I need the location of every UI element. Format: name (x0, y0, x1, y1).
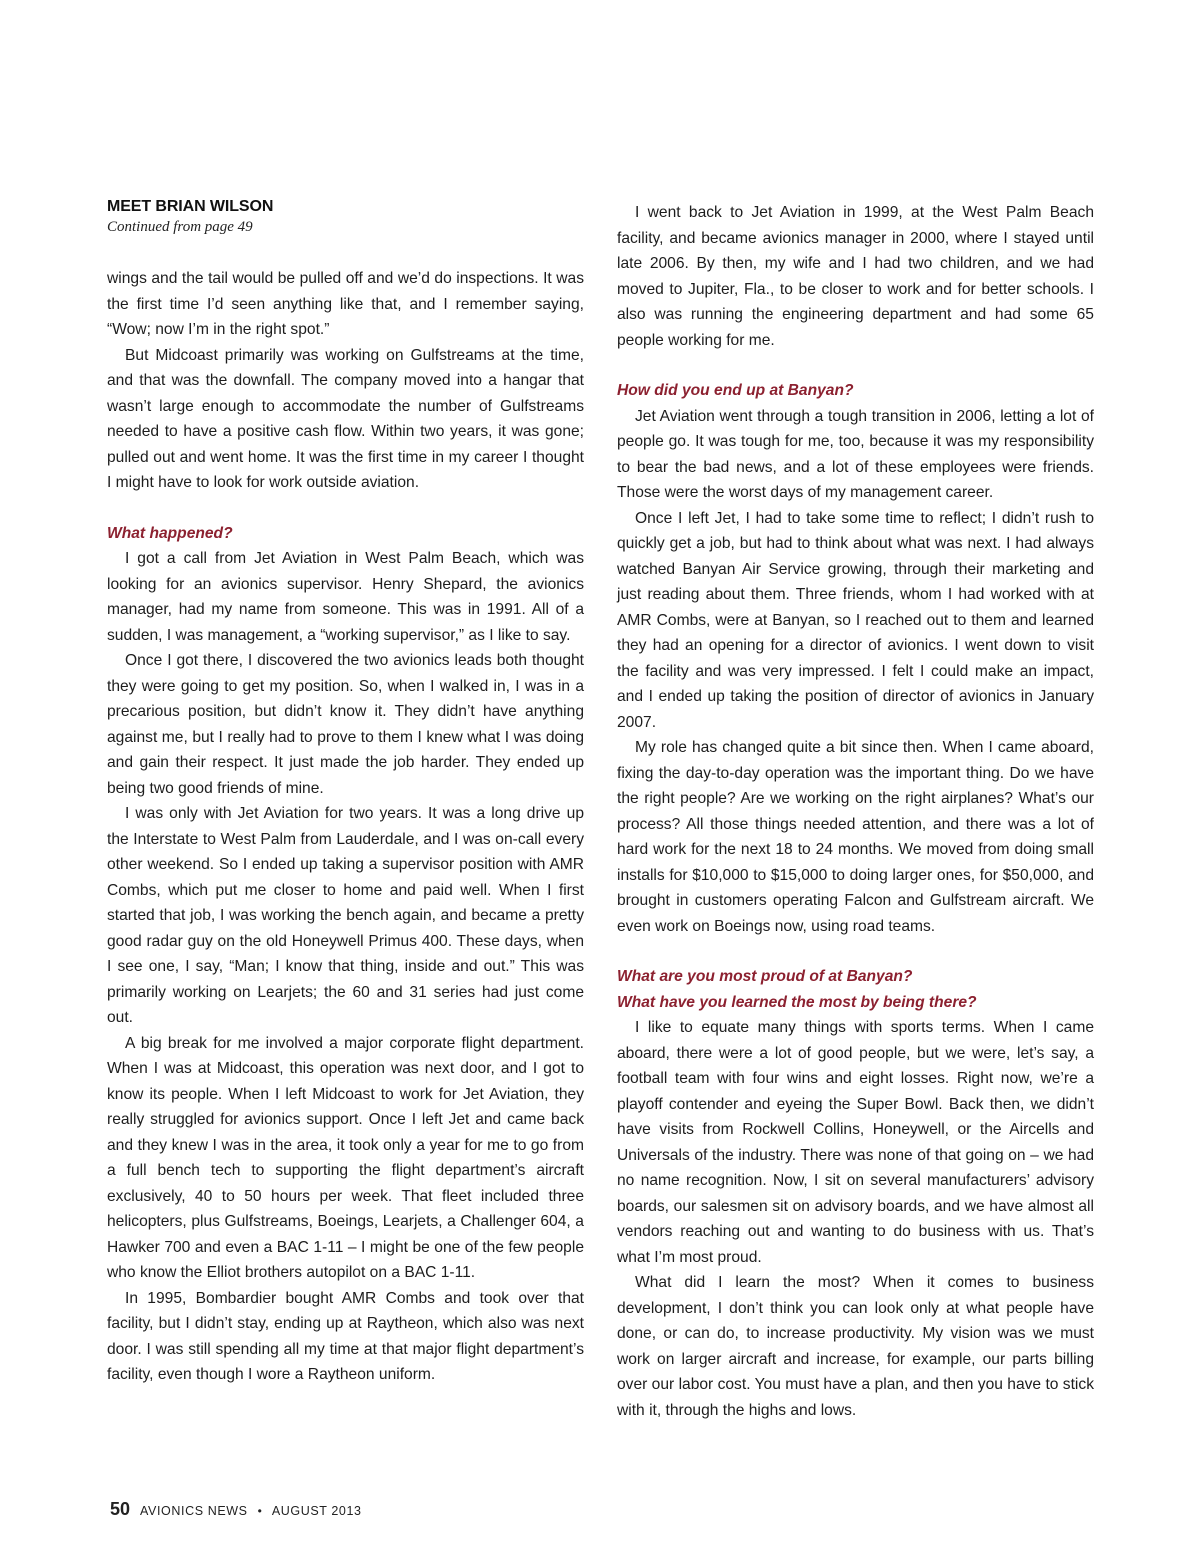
page-footer (110, 1497, 362, 1521)
paragraph: In 1995, Bombardier bought AMR Combs and took over that facility, but I didn’t stay, ending up at Raytheon, which also was next door. I was still spending all my time at that major flight department’s facility, even though I wore a Raytheon uniform. (107, 1289, 584, 1383)
interview-question: How did you end up at Banyan? (617, 382, 854, 399)
publication-name: AVIONICS NEWS (140, 1504, 248, 1518)
interview-question: What have you learned the most by being there? (617, 993, 977, 1011)
footer-separator: • (257, 1504, 262, 1518)
page-number: 50 (110, 1499, 131, 1519)
paragraph: I was only with Jet Aviation for two years. It was a long drive up the Interstate to West Palm from Lauderdale, and I was on-call every other weekend. So I ended up taking a supervisor position with AMR Combs, which put me closer to home and paid well. When I first started that job, I was working the bench again, and became a pretty good radar guy on the old Honeywell Primus 400. These days, when I see one, I say, “Man; I know that thing, inside and out.” This was primarily working on Learjets; the 60 and 31 series had just come out. (107, 805, 584, 1026)
paragraph: Jet Aviation went through a tough transition in 2006, letting a lot of people go. It was tough for me, too, because it was my responsibility to bear the bad news, and a lot of these employees were friends. Those were the worst days of my management career. (617, 407, 1094, 501)
paragraph: wings and the tail would be pulled off and we’d do inspections. It was the first time I’d seen anything like that, and I remember saying, “Wow; now I’m in the right spot.” (107, 270, 584, 338)
continued-note: Continued from page 49 (107, 219, 253, 235)
paragraph: Once I left Jet, I had to take some time to reflect; I didn’t rush to quickly get a job, but had to think about what was next. I had always watched Banyan Air Service growing, through their marketing and just reading about them. Three friends, whom I had worked with at AMR Combs, were at Banyan, so I reached out to them and learned they had an opening for a director of avionics. I went down to visit the facility and was very impressed. I felt I could make an impact, and I ended up taking the position of director of avionics in January 2007. (617, 509, 1094, 731)
issue-date: AUGUST 2013 (271, 1504, 362, 1518)
paragraph: What did I learn the most? When it comes to business development, I don’t think you can look only at what people have done, or can do, to increase productivity. My vision was we must work on larger aircraft and increase, for example, our parts billing over our labor cost. You must have a plan, and then you have to stick with it, through the highs and lows. (617, 1274, 1094, 1419)
section-kicker: MEET BRIAN WILSON (107, 198, 274, 215)
interview-question: What are you most proud of at Banyan? (617, 968, 913, 985)
paragraph: I got a call from Jet Aviation in West Palm Beach, which was looking for an avionics supervisor. Henry Shepard, the avionics manager, had my name from someone. This was in 1991. All of a sudden, I was management, a “working supervisor,” as I like to say. (107, 550, 584, 644)
paragraph: Once I got there, I discovered the two avionics leads both thought they were going to get my position. So, when I walked in, I was in a precarious position, but didn’t know it. They didn’t have anything against me, but I really had to prove to them I knew what I was doing and gain their respect. It just made the job harder. They ended up being two good friends of mine. (107, 652, 584, 797)
left-column (107, 196, 584, 1388)
paragraph: A big break for me involved a major corporate flight department. When I was at Midcoast, this operation was next door, and I got to know its people. When I left Midcoast to work for Jet Aviation, they really struggled for avionics support. Once I left Jet and came back and they knew I was in the area, it took only a year for me to go from a full bench tech to supporting the flight department’s aircraft exclusively, 40 to 50 hours per week. That fleet included three helicopters, plus Gulfstreams, Boeings, Learjets, a Challenger 604, a Hawker 700 and even a BAC 1-11 – I might be one of the few people who know the Elliot brothers autopilot on a BAC 1-11. (107, 1034, 584, 1281)
paragraph: But Midcoast primarily was working on Gulfstreams at the time, and that was the downfall. The company moved into a hangar that wasn’t large enough to accommodate the number of Gulfstreams needed to have a positive cash flow. Within two years, it was gone; pulled out and went home. It was the first time in my career I thought I might have to look for work outside aviation. (107, 346, 584, 491)
right-column (617, 200, 1094, 1423)
paragraph: My role has changed quite a bit since then. When I came aboard, fixing the day-to-day operation was the important thing. Do we have the right people? Are we working on the right airplanes? What’s our process? All those things needed attention, and there was a lot of hard work for the next 18 to 24 months. We moved from doing small installs for $10,000 to $15,000 to doing larger ones, for $50,000, and brought in customers operating Falcon and Gulfstream aircraft. We even work on Boeings now, using road teams. (617, 739, 1094, 935)
paragraph: I like to equate many things with sports terms. When I came aboard, there were a lot of good people, but we were, let’s say, a football team with four wins and eight losses. Right now, we’re a playoff contender and eyeing the Super Bowl. Back then, we didn’t have visits from Rockwell Collins, Honeywell, or the Aircells and Universals of the industry. There was none of that going on – we had no name recognition. Now, I sit on several manufacturers’ advisory boards, our salesmen sit on advisory boards, and we have almost all vendors reaching out and wanting to do business with us. That’s what I’m most proud. (617, 1019, 1094, 1266)
interview-question: What happened? (107, 524, 233, 542)
paragraph: I went back to Jet Aviation in 1999, at the West Palm Beach facility, and became avionics manager in 2000, where I stayed until late 2006. By then, my wife and I had two children, and we had moved to Jupiter, Fla., to be closer to work and for better schools. I also was running the engineering department and had some 65 people working for me. (617, 204, 1094, 349)
